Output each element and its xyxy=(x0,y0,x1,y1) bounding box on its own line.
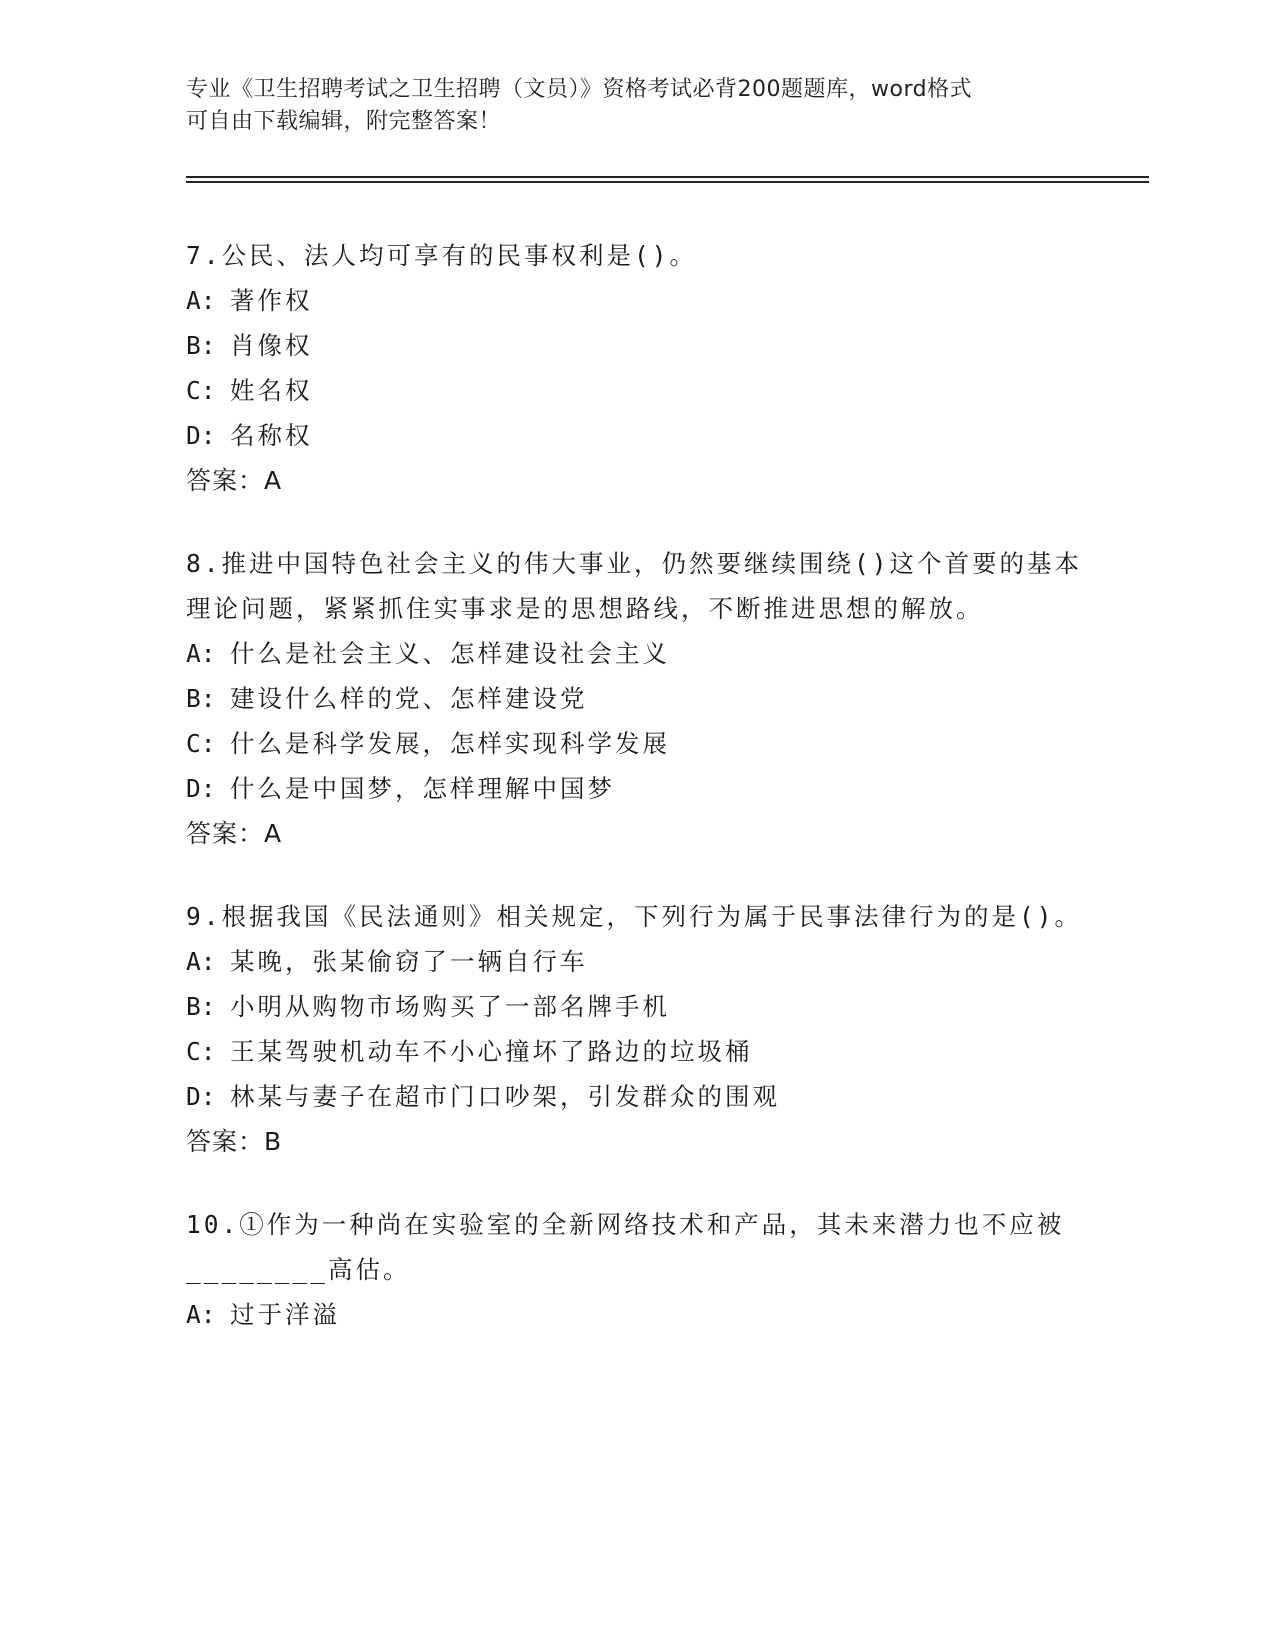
answer-line: 答案：A xyxy=(186,819,283,848)
option-b xyxy=(186,676,1086,721)
option-text: 建设什么样的党、怎样建设党 xyxy=(230,684,588,713)
option-letter: B: xyxy=(186,992,216,1021)
answer-line: 答案：A xyxy=(186,466,283,495)
question-8 xyxy=(186,541,1086,856)
header-line-1: 专业《卫生招聘考试之卫生招聘（文员）》资格考试必背200题题库，word格式 xyxy=(186,77,973,102)
option-letter: C: xyxy=(186,1037,216,1066)
option-b xyxy=(186,984,1086,1029)
option-letter: A: xyxy=(186,639,216,668)
option-text: 林某与妻子在超市门口吵架，引发群众的围观 xyxy=(230,1082,780,1111)
option-letter: B: xyxy=(186,684,216,713)
option-d xyxy=(186,1074,1086,1119)
option-text: 过于洋溢 xyxy=(230,1300,340,1329)
option-text: 肖像权 xyxy=(230,331,313,360)
option-text: 什么是社会主义、怎样建设社会主义 xyxy=(230,639,670,668)
question-9 xyxy=(186,894,1086,1164)
option-text: 什么是科学发展，怎样实现科学发展 xyxy=(230,729,670,758)
option-d xyxy=(186,766,1086,811)
option-letter: D: xyxy=(186,774,216,803)
option-a xyxy=(186,1292,1086,1337)
question-stem: 10.①作为一种尚在实验室的全新网络技术和产品，其未来潜力也不应被________高估。 xyxy=(186,1210,1065,1284)
option-text: 姓名权 xyxy=(230,376,313,405)
option-c xyxy=(186,1029,1086,1074)
option-text: 王某驾驶机动车不小心撞坏了路边的垃圾桶 xyxy=(230,1037,753,1066)
header-line-2: 可自由下载编辑，附完整答案！ xyxy=(186,109,502,134)
option-c xyxy=(186,721,1086,766)
option-letter: A: xyxy=(186,1300,216,1329)
option-letter: C: xyxy=(186,729,216,758)
option-letter: C: xyxy=(186,376,216,405)
header-divider-top xyxy=(186,176,1149,178)
question-stem: 9.根据我国《民法通则》相关规定，下列行为属于民事法律行为的是()。 xyxy=(186,902,1082,931)
option-a xyxy=(186,939,1086,984)
option-text: 小明从购物市场购买了一部名牌手机 xyxy=(230,992,670,1021)
question-stem: 8.推进中国特色社会主义的伟大事业，仍然要继续围绕()这个首要的基本理论问题，紧紧抓住实事求是的思想路线，不断推进思想的解放。 xyxy=(186,549,1082,623)
answer-line: 答案：B xyxy=(186,1127,283,1156)
option-c xyxy=(186,368,1086,413)
option-d xyxy=(186,413,1086,458)
question-7 xyxy=(186,233,1086,503)
option-a xyxy=(186,631,1086,676)
option-b xyxy=(186,323,1086,368)
option-text: 某晚，张某偷窃了一辆自行车 xyxy=(230,947,588,976)
option-letter: A: xyxy=(186,286,216,315)
question-list xyxy=(186,233,1086,1375)
option-a xyxy=(186,278,1086,323)
header-divider-bottom xyxy=(186,181,1149,183)
document-header xyxy=(186,74,1066,138)
option-text: 著作权 xyxy=(230,286,313,315)
question-stem: 7.公民、法人均可享有的民事权利是()。 xyxy=(186,241,697,270)
option-letter: B: xyxy=(186,331,216,360)
option-letter: D: xyxy=(186,421,216,450)
option-letter: A: xyxy=(186,947,216,976)
option-text: 名称权 xyxy=(230,421,313,450)
question-10 xyxy=(186,1202,1086,1337)
option-letter: D: xyxy=(186,1082,216,1111)
option-text: 什么是中国梦，怎样理解中国梦 xyxy=(230,774,615,803)
